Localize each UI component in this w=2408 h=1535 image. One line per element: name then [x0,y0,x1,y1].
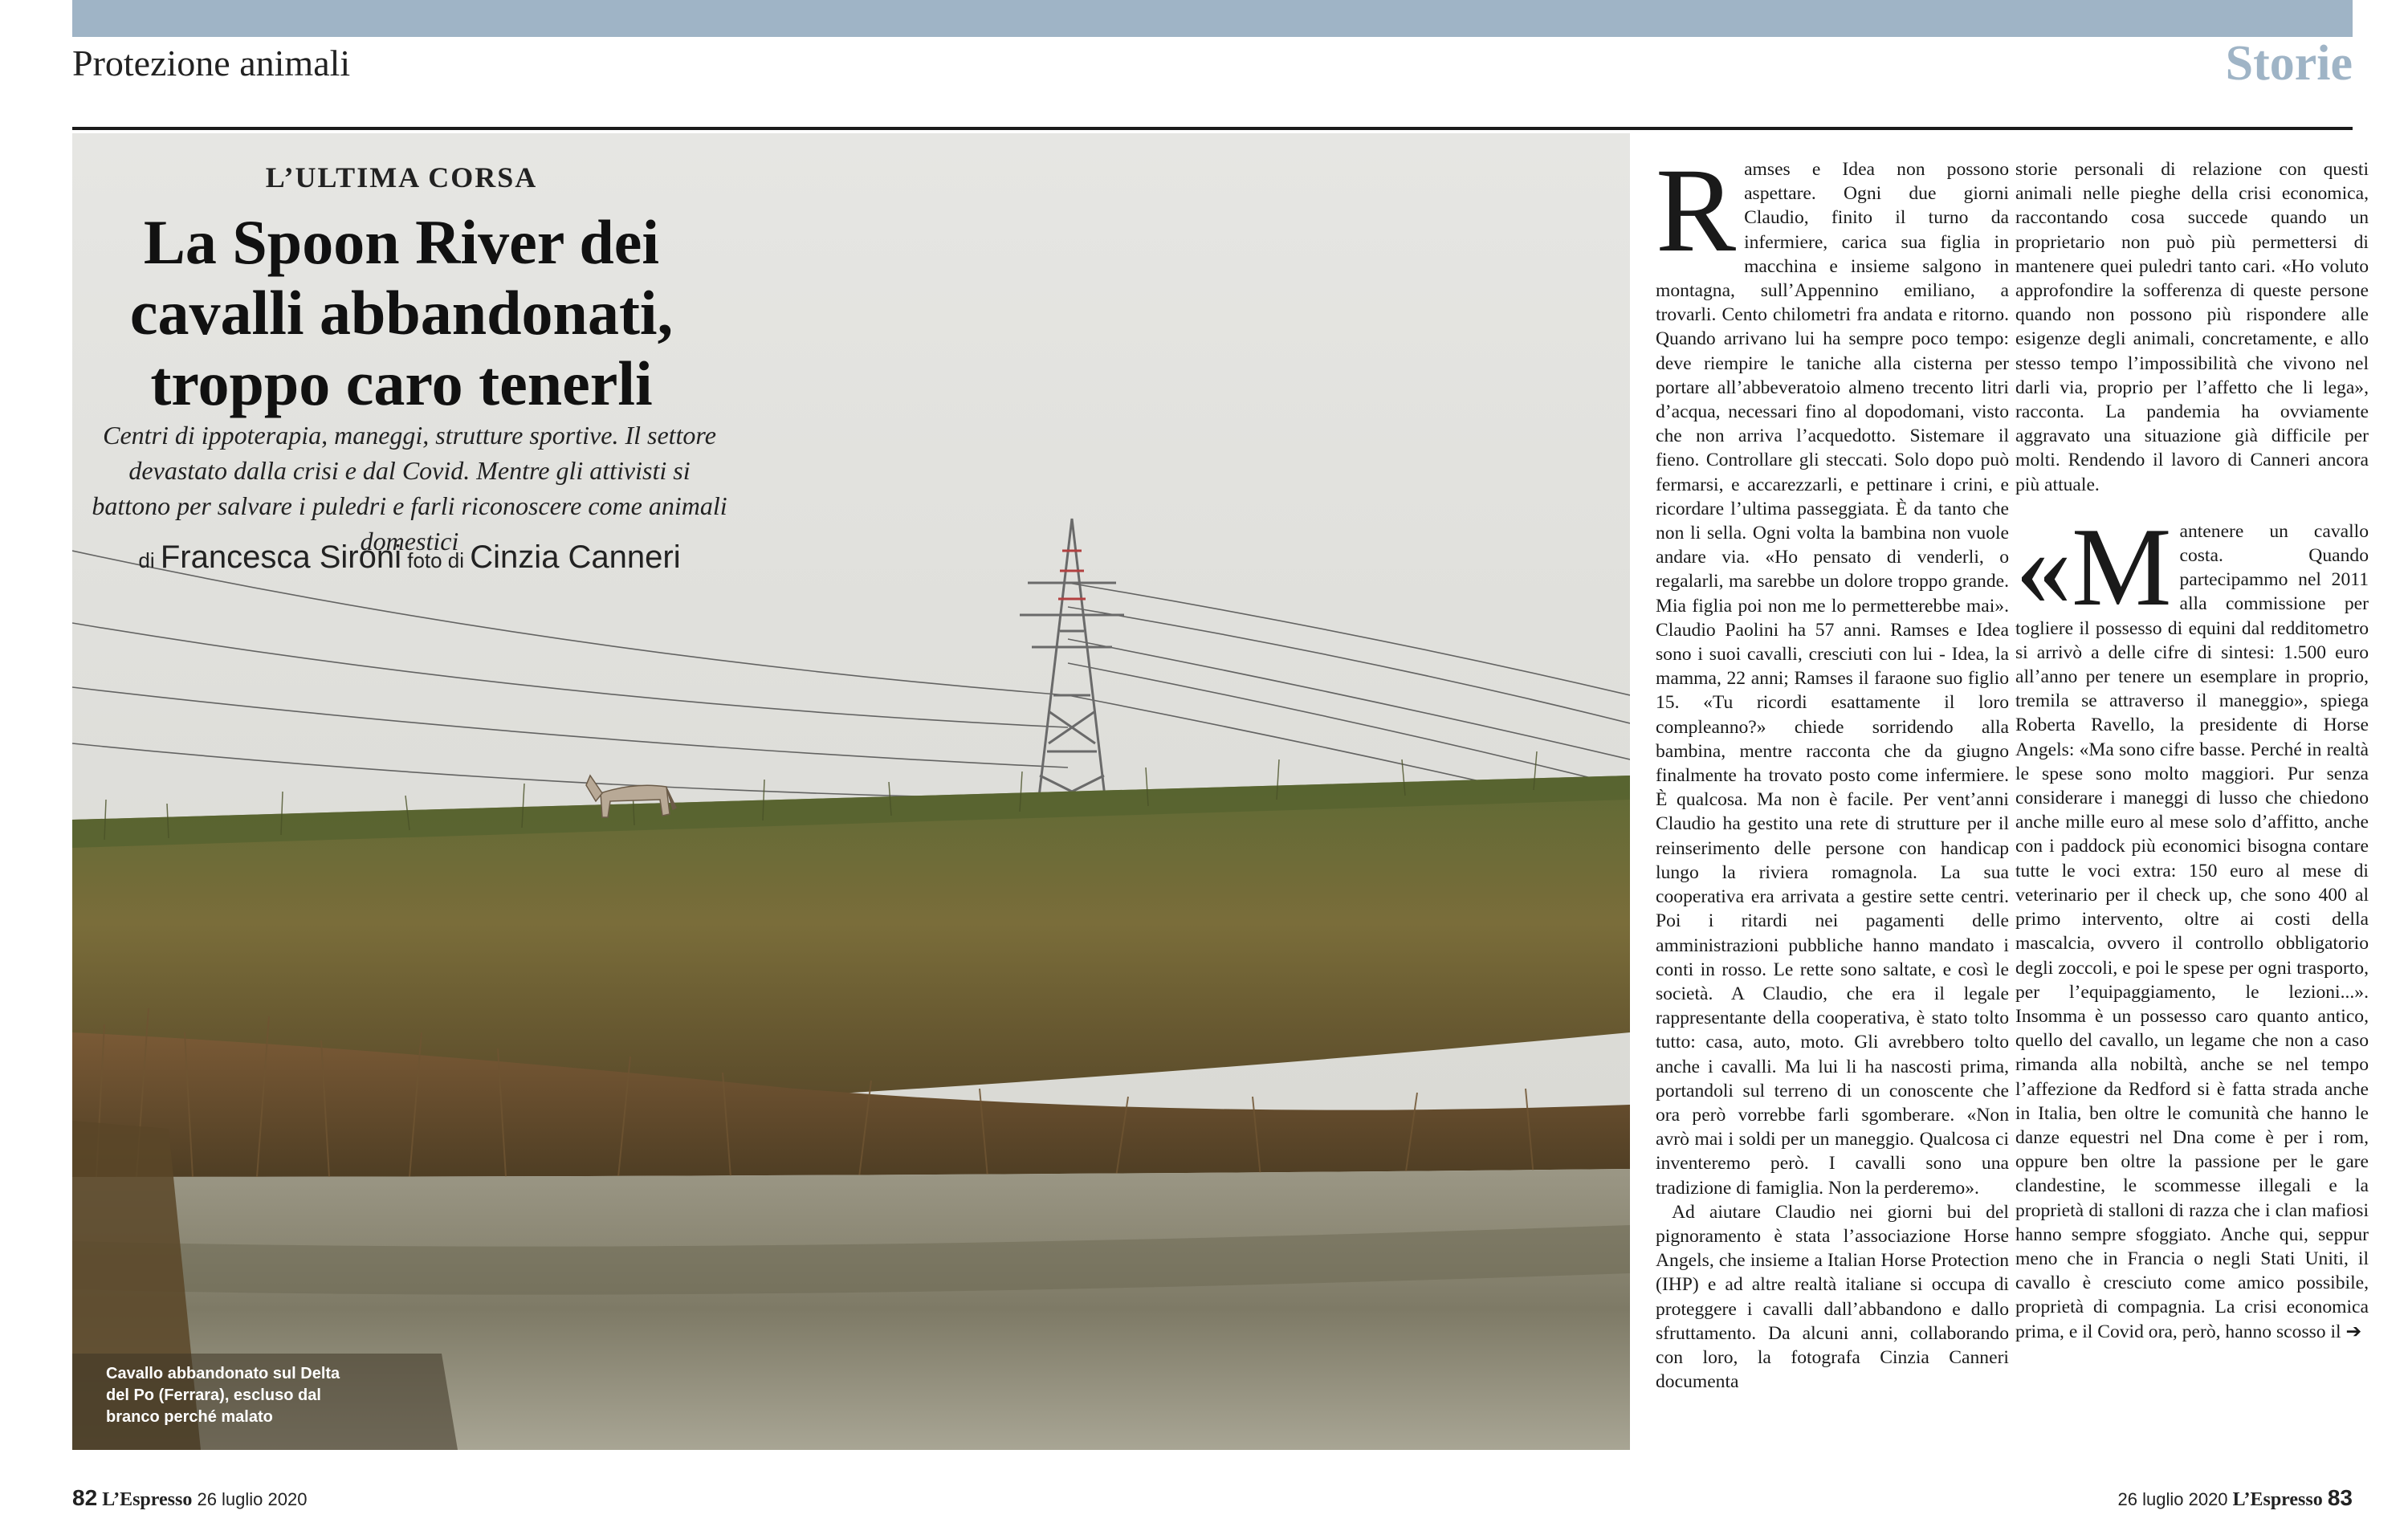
footer-right [2118,1485,2353,1511]
column-1-paragraph-1 [1656,144,2009,1200]
section-label: Protezione animali [72,43,351,83]
article-column-1 [1656,144,2009,1394]
footer-left [72,1485,307,1511]
column-1-paragraph-2: Ad aiutare Claudio nei giorni bui del pignoramento è stata l’associazione Horse Angels, che insieme a Italian Horse Protection (IHP) e ad altre realtà italiane si occupa di proteggere i cavalli dall’abbandono e dallo sfruttamento. Da alcuni anni, collaborando con loro, la fotografa Cinzia Canneri documenta [1656,1201,2009,1393]
header-rule [72,127,2353,130]
issue-date-right: 26 luglio 2020 [2117,1489,2228,1509]
column-2-text-2: antenere un cavallo costa. Quando partecipammo nel 2011 alla commissione per togliere il possesso di equini dal redditometro si arrivò a delle cifre di sintesi: 1.500 euro all’anno per tenere un esemplare in proprio, tremila se attraverso il maneggio», spiega Roberta Ravello, la presidente di Horse Angels: «Ma sono cifre basse. Perché in realtà le spese sono molto maggiori. Pur senza considerare i maneggi di lusso che chiedono anche mille euro al mese solo d’affitto, anche con i paddock più economici bisogna contare tutte le voci extra: 150 euro al mese di veterinario per il check up, che sono 400 al primo intervento, oltre ai costi della mascalcia, ovvero il controllo obbligatorio degli zoccoli, e poi le spese per ogni trasporto, per l’equipaggiamento, le lezioni...». Insomma è un possesso caro quanto antico, quello del cavallo, un legame che non a caso rimanda alla nobiltà, anche se nel tempo l’affezione da Redford si è fatta strada anche in Italia, ben oltre le comunità che hanno le danze equestri nel Dna come è per i rom, oppure ben oltre la passione per le gare clandestine, le scommesse illegali e la proprietà di stalloni di razza che i clan mafiosi hanno sempre sfoggiato. Anche qui, seppur meno che in Francia o negli Stati Uniti, il cavallo è cresciuto come amico possibile, proprietà di compagnia. La crisi economica prima, e il Covid ora, però, hanno scosso il ➔ [2015,520,2369,1342]
column-2-paragraph-2 [2015,504,2369,1344]
byline-photographer: Cinzia Canneri [470,539,681,575]
top-color-band [72,0,2353,37]
article-byline [88,539,731,576]
page-number-left: 82 [72,1485,98,1510]
article-standfirst: Centri di ippoterapia, maneggi, strutture sportive. Il settore devastato dalla crisi e dal Covid. Mentre gli attivisti si battono per salvare i puledri e farli riconoscere come animali domestici [92,421,727,556]
byline-author: Francesca Sironi [160,539,401,575]
article-kicker: L’ULTIMA CORSA [265,161,538,193]
magazine-name-left: L’Espresso [102,1489,193,1510]
column-2-paragraph-1: storie personali di relazione con questi animali nelle pieghe della crisi economica, raccontando cosa succede quando un proprietario non può più permettersi di mantenere quei puledri tanto cari. «Ho voluto approfondire la sofferenza di queste persone quando non possono più rispondere alle esigenze degli animali, concretamente, e allo stesso tempo l’impossibilità che vivono nel darli via, proprio per l’affetto che li lega», racconta. La pandemia ha ovviamente aggravato una situazione già difficile per molti. Rendendo il lavoro di Canneri ancora più attuale. [2015,159,2369,495]
page-number-right: 83 [2327,1485,2353,1510]
section-category: Storie [2225,36,2353,91]
article-column-2 [2015,157,2369,1344]
photo-caption: Cavallo abbandonato sul Delta del Po (Ferrara), escluso dal branco perché malato [106,1365,340,1426]
magazine-name-right: L’Espresso [2232,1489,2323,1510]
dropcap-r: R [1656,144,1737,277]
issue-date-left: 26 luglio 2020 [197,1489,308,1509]
byline-foto-di: foto di [407,548,465,572]
article-headline: La Spoon River dei cavalli abbandonati, troppo caro tenerli [129,207,674,418]
byline-di: di [138,548,155,572]
column-1-text-1: amses e Idea non possono aspettare. Ogni due giorni Claudio, finito il turno da infermiere, carica sua figlia in macchina e insieme salgono in montagna, sull’Appennino emiliano, a trovarli. Cento chilometri fra andata e ritorno. Quando arrivano lui ha sempre poco tempo: deve riempire le taniche alla cisterna per portare all’abbeveratoio almeno trecento litri d’acqua, necessari fino al dopodomani, visto che non arriva l’acquedotto. Sistemare il fieno. Controllare gli steccati. Solo dopo può fermarsi, e accarezzarli, e pettinare i crini, e ricordare l’ultima passeggiata. È da tanto che non li sella. Ogni volta la bambina non vuole andare via. «Ho pensato di venderli, o regalarli, ma sarebbe un dolore troppo grande. Mia figlia poi non me lo permetterebbe mai». Claudio Paolini ha 57 anni. Ramses e Idea sono i suoi cavalli, cresciuti con lui - Idea, la mamma, 22 anni; Ramses il faraone suo figlio 15. «Tu ricordi esattamente il loro compleanno?» chiede sorridendo alla bambina, mentre racconta che da giugno finalmente ha trovato posto come infermiere. È qualcosa. Ma non è facile. Per vent’anni Claudio ha gestito una rete di strutture per il reinserimento delle persone con handicap lungo la riviera romagnola. La sua cooperativa era arrivata a gestire sette centri. Poi i ritardi nei pagamenti delle amministrazioni pubbliche hanno mandato i conti in rosso. Le rette sono saltate, e così le società. A Claudio, che era il legale rappresentante della cooperativa, è stato tolto tutto: casa, auto, moto. Gli avrebbero tolto anche i cavalli. Ma lui li ha nascosti prima, portandoli sul terreno di un conoscente che ora però vorrebbe farli sgomberare. «Non avrò mai i soldi per un maneggio. Qualcosa ci inventeremo però. I cavalli sono una tradizione di famiglia. Non la perderemo». [1656,159,2009,1199]
dropcap-m: «M [2015,504,2172,629]
